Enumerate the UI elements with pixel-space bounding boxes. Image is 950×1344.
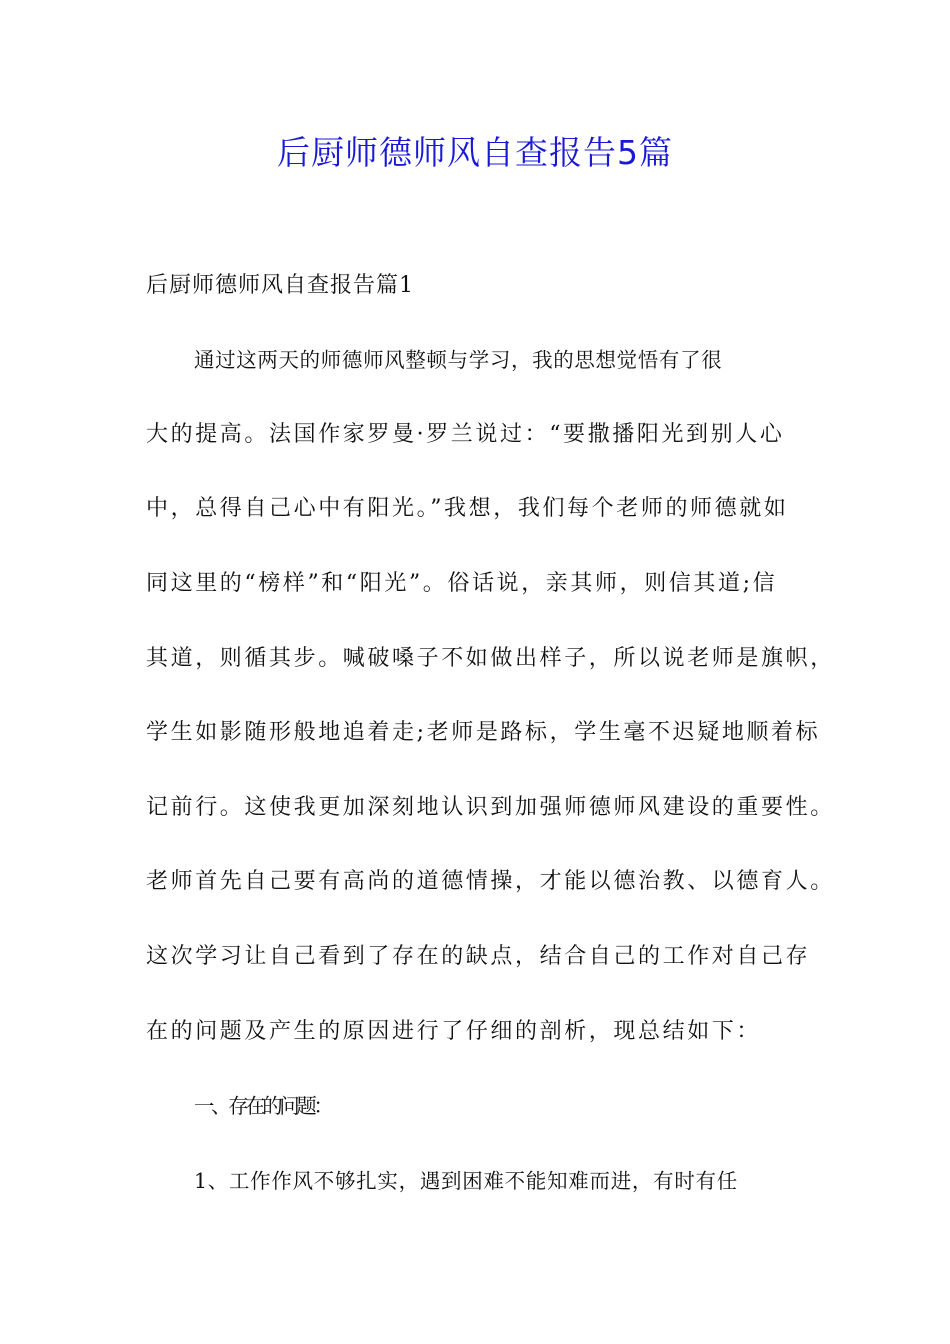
paragraph-line: 这次学习让自己看到了存在的缺点，结合自己的工作对自己存	[146, 944, 811, 969]
paragraph-line: 其道，则循其步。喊破嗓子不如做出样子，所以说老师是旗帜，	[146, 646, 835, 671]
paragraph-line: 在的问题及产生的原因进行了仔细的剖析，现总结如下：	[146, 1019, 762, 1044]
paragraph-line: 1、工作作风不够扎实，遇到困难不能知难而进，有时有任	[194, 1169, 738, 1193]
paragraph-line: 大的提高。法国作家罗曼·罗兰说过：“要撒播阳光到别人心	[146, 422, 785, 447]
paragraph-line: 老师首先自己要有高尚的道德情操，才能以德治教、以德育人。	[146, 869, 835, 894]
subsection-heading: 一、存在的问题：	[194, 1094, 331, 1118]
section-heading: 后厨师德师风自查报告篇1	[146, 273, 414, 298]
paragraph-line: 通过这两天的师德师风整顿与学习，我的思想觉悟有了很	[194, 348, 723, 372]
paragraph-line: 中，总得自己心中有阳光。”我想，我们每个老师的师德就如	[146, 496, 789, 521]
document-title: 后厨师德师风自查报告5篇	[277, 133, 673, 172]
paragraph-line: 学生如影随形般地追着走;老师是路标，学生毫不迟疑地顺着标	[146, 720, 821, 745]
paragraph-line: 记前行。这使我更加深刻地认识到加强师德师风建设的重要性。	[146, 795, 835, 820]
paragraph-line: 同这里的“榜样”和“阳光”。俗话说，亲其师，则信其道;信	[146, 571, 778, 596]
